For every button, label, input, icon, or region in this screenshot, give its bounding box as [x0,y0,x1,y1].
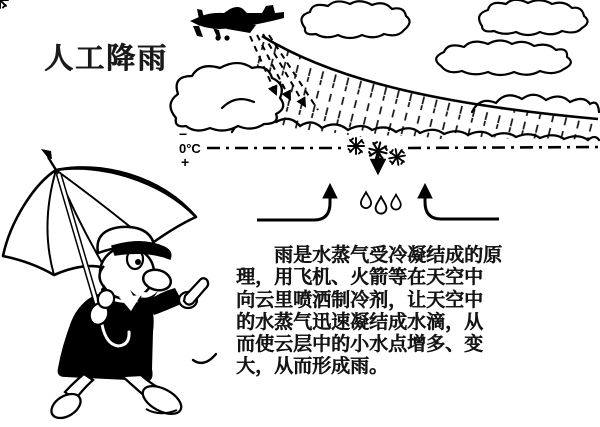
sky-clouds [301,0,587,75]
snowflake-icon [346,136,366,156]
raindrop-icon [391,195,401,210]
umbrella-man-figure [3,149,216,423]
poster-title: 人工降雨 [44,43,169,75]
cloud-mid-right [436,41,571,76]
raindrops [361,192,401,213]
text-line: 理，用飞机、火箭等在天空中 [236,267,484,289]
motion-mark [193,354,216,363]
text-line: 而使云层中的小水点增多、变 [236,334,484,356]
cumulus-cloud [170,63,283,131]
cloud-top-center [301,1,409,38]
raindrop-icon [361,192,371,208]
minus-sign: − [179,126,188,142]
text-line: 向云里喷洒制冷剂，让天空中 [236,289,484,311]
cloud-top-right [479,0,587,35]
text-line: 雨是水蒸气受冷凝结成的原 [274,245,503,266]
explanation-text [236,245,503,379]
updraft-arrow-left [257,186,330,220]
updraft-arrow-right [425,186,499,219]
plus-sign: + [181,154,190,170]
snowflake-icon [385,145,408,168]
text-line: 大，从而形成雨。 [236,356,389,378]
temperature-label: 0°C [179,141,201,156]
text-line: 的水蒸气迅速凝结成水滴，从 [236,311,484,333]
raindrop-icon [376,197,387,214]
man-legs [47,374,186,423]
